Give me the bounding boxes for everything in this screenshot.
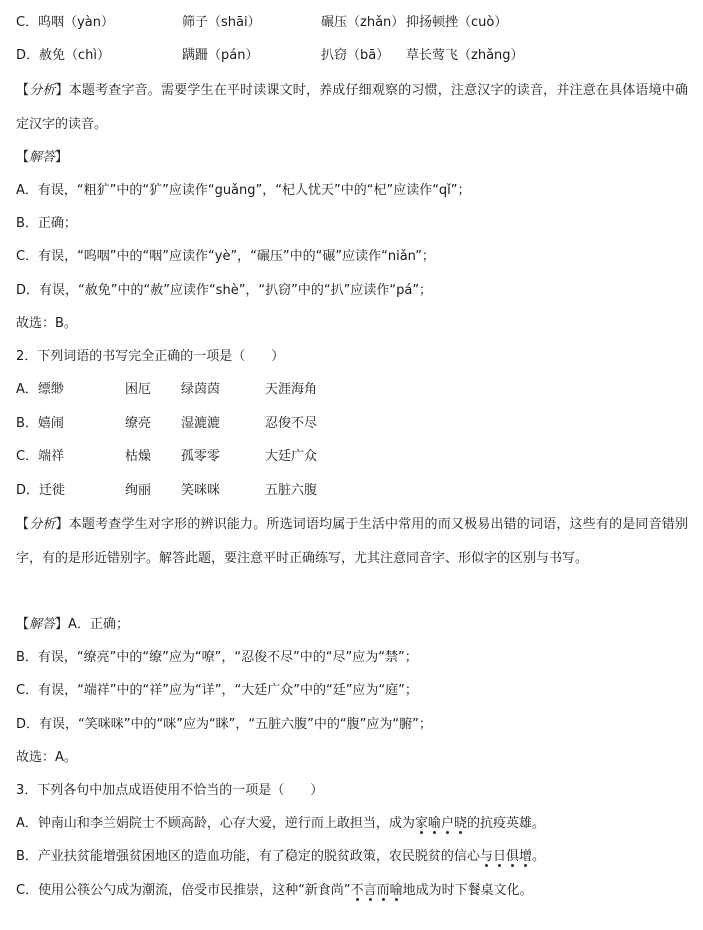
- q2-answer-label: 【解答】: [16, 617, 69, 632]
- q2-title: 2．下列词语的书写完全正确的一项是（ ）: [16, 349, 285, 364]
- q1-c-word-4: 抑扬顿挫（cuò）: [406, 15, 508, 30]
- q2-analysis: [16, 508, 688, 575]
- q1-answer-a: A．有误，“粗犷”中的“犷”应读作“guǎng”，“杞人忧天”中的“杞”应读作“qǐ”；: [16, 183, 471, 198]
- q2-option-c: [16, 446, 696, 468]
- q1-d-word-3: 扒窃（bā）: [321, 48, 390, 63]
- q3-a-before: A．钟南山和李兰娟院士不顾高龄，心存大爱，逆行而上敢担当，成为: [16, 816, 415, 831]
- q1-analysis-tag: 【分析】: [16, 83, 69, 98]
- q1-option-c: [16, 12, 696, 34]
- q1-d-word-2: 蹒跚（pán）: [182, 48, 259, 63]
- q3-a-after: 的抗疫英雄。: [466, 816, 545, 831]
- q2-b-word-2: 缭亮: [125, 416, 152, 431]
- q1-analysis: [16, 74, 688, 141]
- q1-answer-d: D．有误，“赦免”中的“赦”应读作“shè”，“扒窃”中的“扒”应读作“pá”；: [16, 283, 433, 298]
- q2-conclusion: 故选：A。: [16, 750, 77, 765]
- q2-d-word-2: 绚丽: [125, 483, 152, 498]
- q2-answer-d: D．有误，“笑咪咪”中的“咪”应为“眯”，“五脏六腹”中的“腹”应为“腑”；: [16, 717, 432, 732]
- q1-conclusion: 故选：B。: [16, 316, 77, 331]
- q2-analysis-tag: 【分析】: [16, 517, 69, 532]
- q3-option-b: [16, 846, 545, 868]
- q3-option-a: [16, 813, 545, 835]
- q3-b-after: 。: [531, 849, 545, 864]
- q3-a-idiom: 家喻户晓: [414, 816, 467, 831]
- q1-answer-label: 【解答】: [16, 150, 69, 165]
- q2-b-word-3: 湿漉漉: [181, 416, 221, 431]
- q2-a-word-4: 天涯海角: [265, 382, 318, 397]
- q1-analysis-text: 本题考查字音。需要学生在平时读课文时，养成仔细观察的习惯，注意汉字的读音，并注意在具体语境中确定汉字的读音。: [16, 83, 688, 132]
- q3-b-idiom: 与日俱增: [479, 849, 532, 864]
- q3-b-before: B．产业扶贫能增强贫困地区的造血功能，有了稳定的脱贫政策，农民脱贫的信心: [16, 849, 480, 864]
- q2-d-word-1: D．迁徙: [16, 483, 66, 498]
- q2-option-d: [16, 480, 696, 502]
- q1-option-d: [16, 45, 696, 67]
- q2-b-word-4: 忍俊不尽: [265, 416, 318, 431]
- q2-c-word-3: 孤零零: [181, 449, 221, 464]
- q2-answer-b: B．有误，“缭亮”中的“缭”应为“嘹”，“忍俊不尽”中的“尽”应为“禁”；: [16, 650, 418, 665]
- q1-c-word-3: 碾压（zhǎn）: [321, 15, 405, 30]
- q3-c-before: C．使用公筷公勺成为潮流，倍受市民推崇，这种“新食尚”: [16, 883, 351, 898]
- q3-option-c: [16, 880, 533, 902]
- q2-a-word-3: 绿茵茵: [181, 382, 221, 397]
- q1-answer-tag: [16, 147, 68, 169]
- q2-option-b: [16, 413, 696, 435]
- q3-title: 3．下列各句中加点成语使用不恰当的一项是（ ）: [16, 783, 324, 798]
- q1-c-word-2: 筛子（shāi）: [182, 15, 261, 30]
- q1-d-word-4: 草长莺飞（zhǎng）: [406, 48, 524, 63]
- q1-c-word-1: C．呜咽（yàn）: [16, 15, 114, 30]
- q2-answer-a: A．正确；: [68, 617, 129, 632]
- q2-b-word-1: B．嬉闹: [16, 416, 64, 431]
- q1-answer-c: C．有误，“呜咽”中的“咽”应读作“yè”，“碾压”中的“碾”应读作“niǎn”；: [16, 249, 435, 264]
- q2-analysis-text: 本题考查学生对字形的辨识能力。所选词语均属于生活中常用的而又极易出错的词语，这些有的是同音错别字，有的是形近错别字。解答此题，要注意平时正确练写，尤其注意同音字、形似字的区别与书写。: [16, 517, 688, 566]
- q2-a-word-2: 困厄: [125, 382, 152, 397]
- q2-option-a: [16, 379, 696, 401]
- q2-c-word-2: 枯燥: [125, 449, 152, 464]
- q2-d-word-3: 笑咪咪: [181, 483, 221, 498]
- q1-answer-b: B．正确；: [16, 216, 77, 231]
- q1-d-word-1: D．赦免（chì）: [16, 48, 111, 63]
- q2-d-word-4: 五脏六腹: [265, 483, 318, 498]
- q3-c-idiom: 不言而喻: [350, 883, 403, 898]
- q2-c-word-4: 大廷广众: [265, 449, 318, 464]
- q3-c-after: 地成为时下餐桌文化。: [402, 883, 533, 898]
- q2-c-word-1: C．端祥: [16, 449, 65, 464]
- q2-answer-first: [16, 614, 129, 636]
- q2-a-word-1: A．缥缈: [16, 382, 64, 397]
- q2-answer-c: C．有误，“端祥”中的“祥”应为“详”，“大廷广众”中的“廷”应为“庭”；: [16, 683, 418, 698]
